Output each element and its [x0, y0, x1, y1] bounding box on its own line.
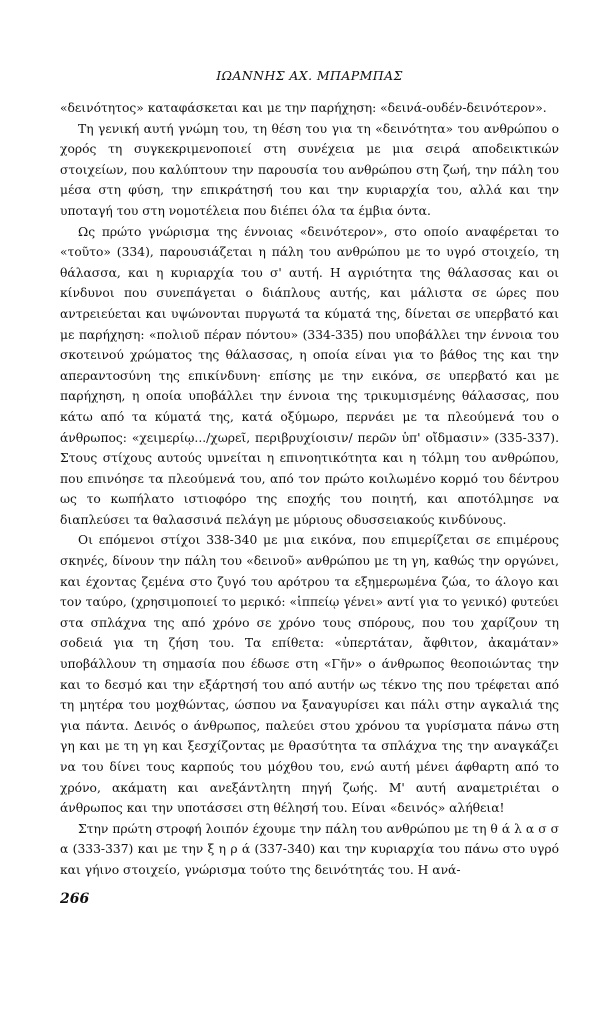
paragraph-4: Οι επόμενοι στίχοι 338-340 με μια εικόνα, που επιμερίζεται σε επιμέρους σκηνές, δίνουν την πάλη του «δεινοῦ» ανθρώπου με τη γη, καθώς την οργώνει, και έχοντας ζεμένα στο ζυγό του αρότρου τα εξημερωμένα ζώα, το άλογο και τον ταύρο, (χρησιμοποιεί το μερικό: «ἱππείῳ γένει» αντί για το γενικό) φυτεύει στα σπλάχνα της από χρόνο σε χρόνο τους σπόρους, που του χαρίζουν τη σοδειά για τη ζήση του. Τα επίθετα: «ὑπερτάταν, ἄφθιτον, ἀκαμάταν» υποβάλλουν τη σημασία που έδωσε στη «Γῆν» ο άνθρωπος θεοποιώντας την και το δεσμό και την εξάρτησή του από αυτήν ως τέκνο της που τρέφεται από τη μητέρα του μοχθώντας, ώσπου να ξαναγυρίσει και πάλι στην αγκαλιά της για πάντα. Δεινός ο άνθρωπος, παλεύει στου χρόνου τα γυρίσματα πάνω στη γη και με τη γη και ξεσχίζοντας με θρασύτητα τα σπλάχνα της την αναγκάζει να του δίνει τους καρπούς του μόχθου του, ενώ αυτή μένει άφθαρτη από το χρόνο, ακάματη και ανεξάντλητη πηγή ζωής. Μ' αυτή αναμετριέται ο άνθρωπος και την υποτάσσει στη θέλησή του. Είναι «δεινός» αλήθεια!	[60, 533, 559, 816]
running-header: ΙΩΑΝΝΗΣ ΑΧ. ΜΠΑΡΜΠΑΣ	[216, 68, 403, 83]
paragraph-2: Τη γενική αυτή γνώμη του, τη θέση του για τη «δεινότητα» του ανθρώπου ο χορός τη συγκεκριμενοποιεί στη συνέχεια με μια σειρά αποδεικτικών στοιχείων, που καλύπτουν την παρουσία του ανθρώπου στη ζωή, την πάλη του μέσα στη φύση, την επικράτησή του και την κυριαρχία του, αλλά και την υποταγή του στη νομοτέλεια που διέπει όλα τα έμβια όντα.	[60, 121, 559, 218]
page-number: 266	[60, 891, 90, 907]
paragraph-5: Στην πρώτη στροφή λοιπόν έχουμε την πάλη του ανθρώπου με τη θ ά λ α σ σ α (333-337) και με την ξ η ρ ά (337-340) και την κυριαρχία του πάνω στο υγρό και γήινο στοιχείο, γνώρισμα τούτο της δεινότητάς του. Η ανά-	[60, 821, 559, 877]
paragraph-3: Ως πρώτο γνώρισμα της έννοιας «δεινότερον», στο οποίο αναφέρεται το «τοῦτο» (334), παρουσιάζεται η πάλη του ανθρώπου με το υγρό στοιχείο, τη θάλασσα, και η κυριαρχία του σ' αυτή. Η αγριότητα της θάλασσας και οι κίνδυνοι που συνεπάγεται ο διάπλους αυτής, και μάλιστα σε ώρες που αντρειεύεται και υψώνονται πυργωτά τα κύματά της, δίνεται σε υπερβατό και με παρήχηση: «πολιοῦ πέραν πόντου» (334-335) που υποβάλλει την έννοια του σκοτεινού χρώματος της θάλασσας, η οποία είναι για το βάθος της και την απεραντοσύνη της επικίνδυνη· επίσης με την εικόνα, σε υπερβατό και με παρήχηση, η οποία υποβάλλει την έννοια της τρικυμισμένης θάλασσας, που κάτω από τα κύματά της, κατά οξύμωρο, περνάει με τα πλεούμενά του ο άνθρωπος: «χειμερίῳ.../χωρεῖ, περιβρυχίοισιν/ περῶν ὑπ' οἴδμασιν» (335-337). Στους στίχους αυτούς υμνείται η επινοητικότητα και η τόλμη του ανθρώπου, που επινόησε τα πλεούμενά του, από τον πρώτο κοιλωμένο κορμό του δέντρου ως το κωπήλατο ιστιοφόρο της εποχής του ποιητή, και αποτόλμησε να διαπλεύσει τα θαλασσινά πελάγη με μύριους οδυσσειακούς κινδύνους.	[60, 224, 559, 527]
paragraph-1: «δεινότητος» καταφάσκεται και με την παρήχηση: «δεινά-ουδέν-δεινότερον».	[60, 101, 547, 115]
page-body	[60, 68, 559, 881]
